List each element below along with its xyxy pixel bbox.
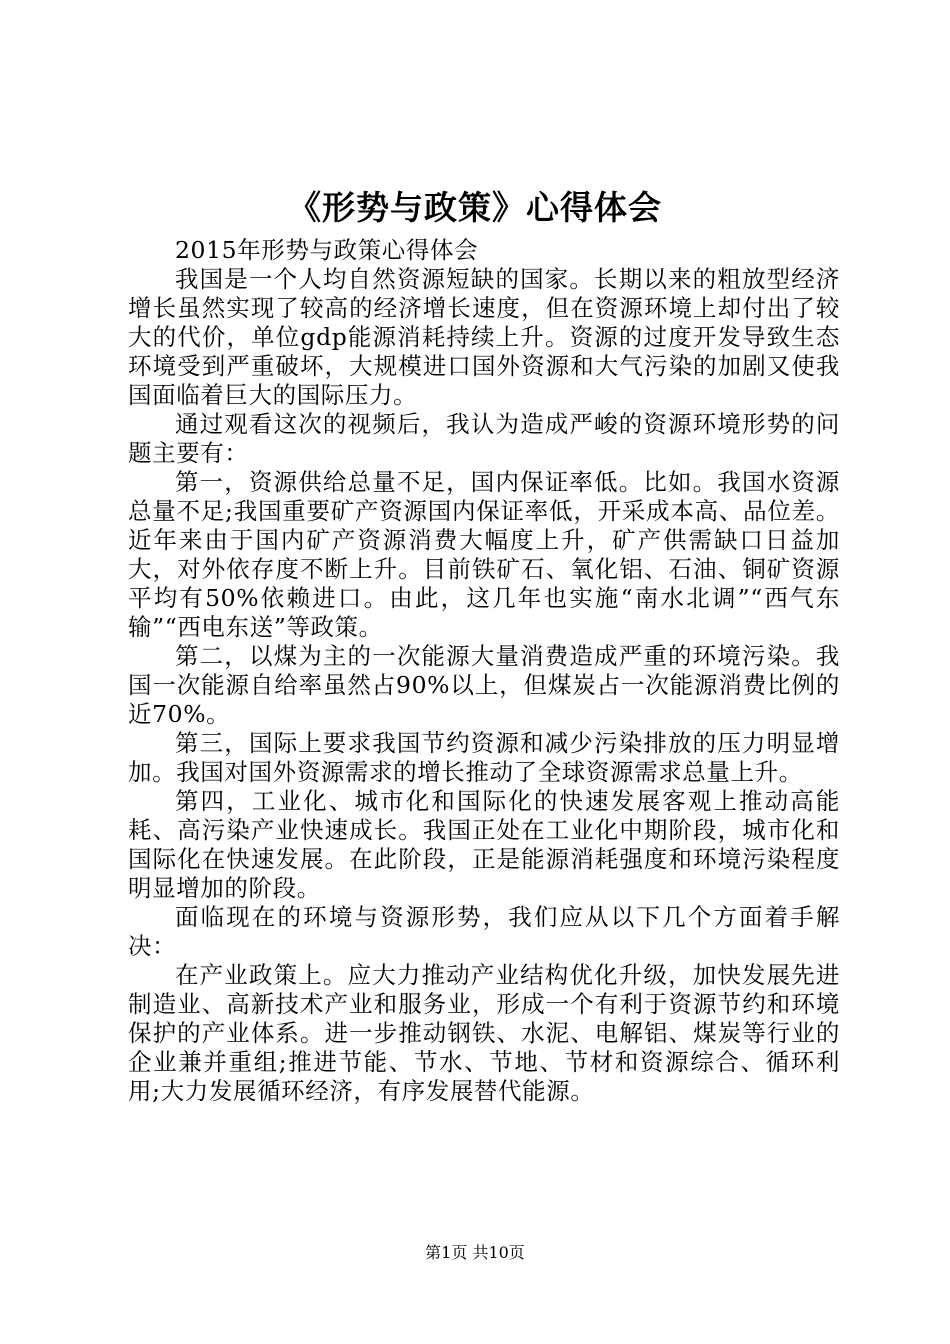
paragraph-intro: 我国是一个人均自然资源短缺的国家。长期以来的粗放型经济增长虽然实现了较高的经济增长速度，但在资源环境上却付出了较大的代价，单位gdp能源消耗持续上升。资源的过度开发导致生态环境受到严重破坏，大规模进口国外资源和大气污染的加剧又使我国面临着巨大的国际压力。 [128, 265, 840, 409]
paragraph-industry-policy: 在产业政策上。应大力推动产业结构优化升级，加快发展先进制造业、高新技术产业和服务业，形成一个有利于资源节约和环境保护的产业体系。进一步推动钢铁、水泥、电解铝、煤炭等行业的企业兼并重组;推进节能、节水、节地、节材和资源综合、循环利用;大力发展循环经济，有序发展替代能源。 [128, 961, 840, 1105]
paragraph-third: 第三，国际上要求我国节约资源和减少污染排放的压力明显增加。我国对国外资源需求的增长推动了全球资源需求总量上升。 [128, 729, 840, 786]
document-body [128, 236, 840, 1106]
paragraph-solutions: 面临现在的环境与资源形势，我们应从以下几个方面着手解决： [128, 903, 840, 960]
paragraph-first: 第一，资源供给总量不足，国内保证率低。比如。我国水资源总量不足;我国重要矿产资源国内保证率低，开采成本高、品位差。近年来由于国内矿产资源消费大幅度上升，矿产供需缺口日益加大，对外依存度不断上升。目前铁矿石、氧化铝、石油、铜矿资源平均有50%依赖进口。由此，这几年也实施“南水北调”“西气东输”“西电东送”等政策。 [128, 468, 840, 641]
page-footer: 第1页 共10页 [425, 1243, 525, 1262]
paragraph-second: 第二，以煤为主的一次能源大量消费造成严重的环境污染。我国一次能源自给率虽然占90%以上，但煤炭占一次能源消费比例的近70%。 [128, 642, 840, 728]
subtitle: 2015年形势与政策心得体会 [175, 236, 479, 264]
document-title: 《形势与政策》心得体会 [288, 188, 662, 227]
paragraph-problems: 通过观看这次的视频后，我认为造成严峻的资源环境形势的问题主要有： [128, 410, 840, 467]
paragraph-fourth: 第四，工业化、城市化和国际化的快速发展客观上推动高能耗、高污染产业快速成长。我国正处在工业化中期阶段，城市化和国际化在快速发展。在此阶段，正是能源消耗强度和环境污染程度明显增加的阶段。 [128, 787, 840, 902]
